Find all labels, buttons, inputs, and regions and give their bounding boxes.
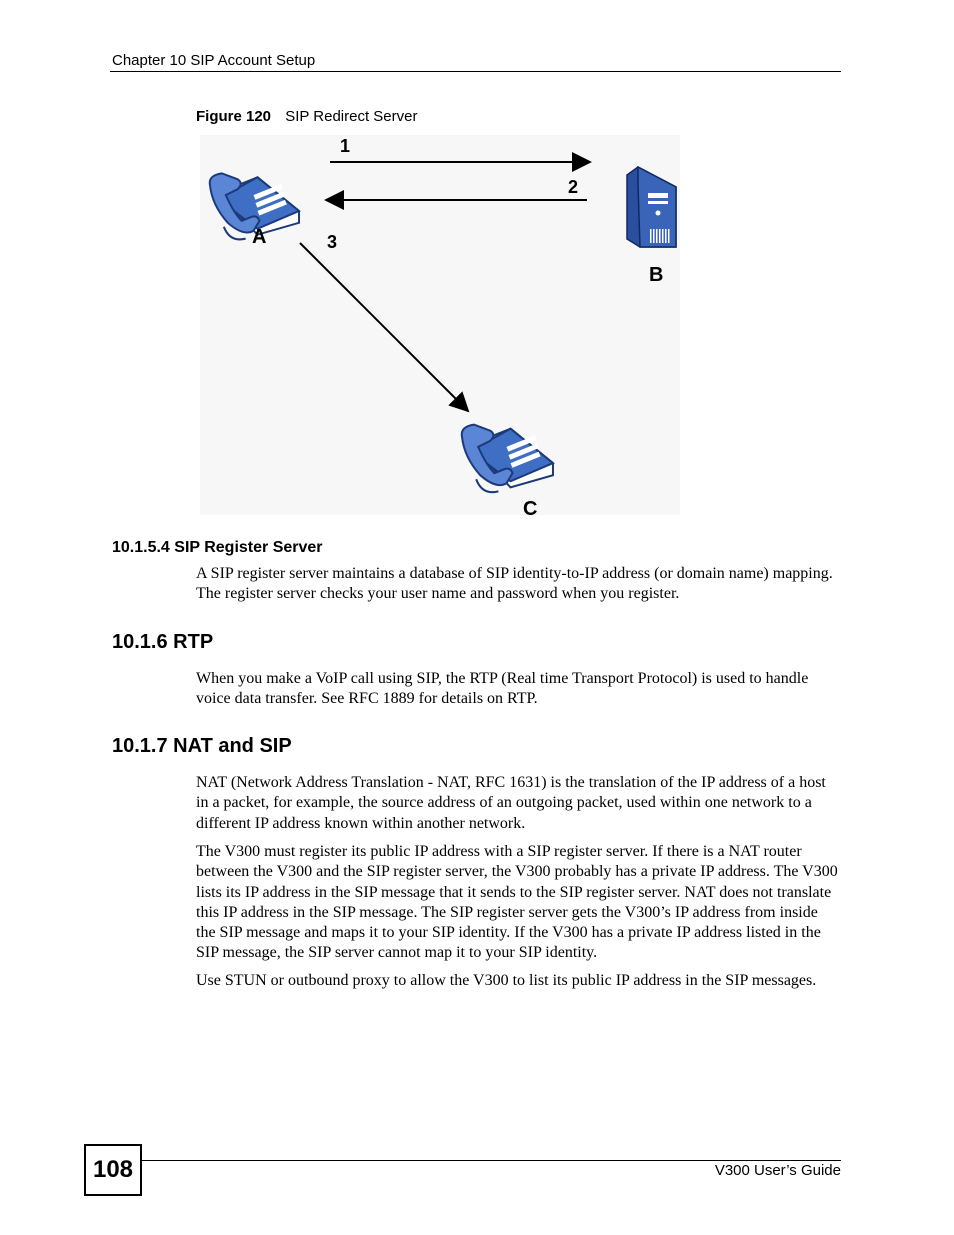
node-c-label: C: [523, 498, 538, 515]
paragraph-sip-register-server: A SIP register server maintains a database of SIP identity-to-IP address (or domain name) mapping. The register server checks your user name and password when you register.: [196, 565, 833, 603]
footer-guide-title: V300 User’s Guide: [714, 1162, 841, 1179]
figure-title: SIP Redirect Server: [285, 108, 418, 125]
arrow-3-label: 3: [327, 232, 338, 252]
paragraph-nat-1: NAT (Network Address Translation - NAT, RFC 1631) is the translation of the IP address of a host in a packet, for example, the source address of an outgoing packet, used within one network to a different IP address known within another network.: [196, 774, 826, 832]
paragraph-rtp: When you make a VoIP call using SIP, the RTP (Real time Transport Protocol) is used to handle voice data transfer. See RFC 1889 for details on RTP.: [196, 670, 809, 708]
sip-redirect-diagram: [200, 135, 680, 515]
header-rule: [110, 71, 841, 72]
arrow-2-label: 2: [568, 177, 579, 197]
figure-caption: [196, 108, 417, 125]
node-b-label: B: [649, 264, 664, 286]
heading-nat-and-sip: 10.1.7 NAT and SIP: [112, 735, 292, 757]
footer-rule: [140, 1160, 841, 1161]
node-a-label: A: [252, 226, 267, 248]
arrow-1-label: 1: [340, 136, 351, 156]
paragraph-nat-3: Use STUN or outbound proxy to allow the V300 to list its public IP address in the SIP messages.: [196, 972, 817, 989]
running-header: Chapter 10 SIP Account Setup: [112, 52, 316, 69]
figure-number: Figure 120: [196, 108, 272, 125]
paragraph-nat-2: The V300 must register its public IP address with a SIP register server. If there is a NAT router between the V300 and the SIP register server, the V300 probably has a private IP address. The V300 lists its IP address in the SIP message that it sends to the SIP register server. NAT does not translate this IP address in the SIP message. The SIP register server gets the V300’s IP address from inside the SIP message and maps it to your SIP identity. If the V300 has a private IP address listed in the SIP message, the SIP server cannot map it to your SIP identity.: [196, 843, 838, 962]
heading-rtp: 10.1.6 RTP: [112, 631, 214, 653]
heading-sip-register-server: 10.1.5.4 SIP Register Server: [112, 539, 323, 556]
page-number: 108: [84, 1144, 142, 1196]
